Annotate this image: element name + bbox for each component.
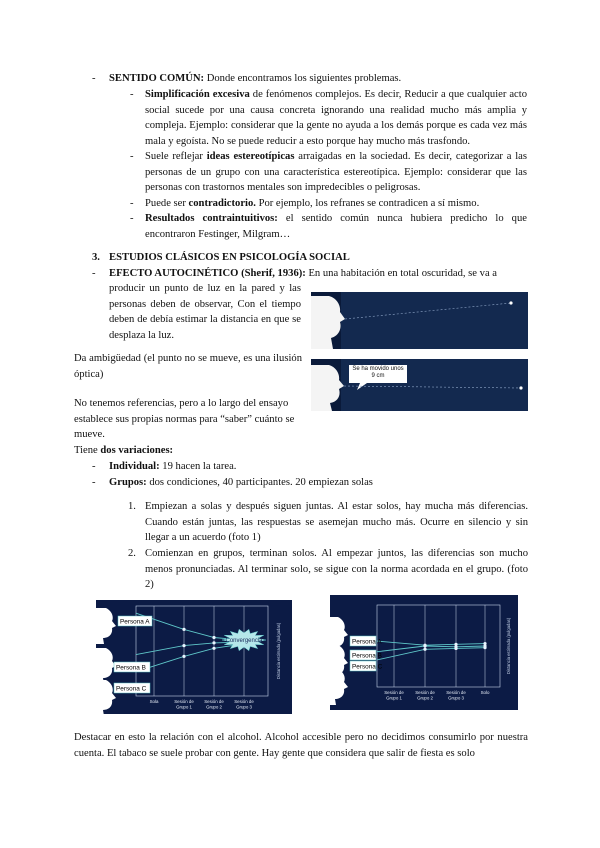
list-item-contraintuitivos xyxy=(145,211,527,242)
chart-convergence-1 xyxy=(96,600,292,714)
item-text: dos condiciones, 40 participantes. 20 empiezan solas xyxy=(146,477,373,488)
item-bold: Grupos: xyxy=(109,477,147,488)
series-label: Persona B xyxy=(352,652,382,660)
item-bold: ideas estereotípicas xyxy=(206,151,295,162)
data-point xyxy=(454,647,457,650)
item-bold: Individual: xyxy=(109,461,160,472)
speech-bubble-text: Se ha movido unos 9 cm xyxy=(352,366,404,379)
x-tick-label: Grupo 3 xyxy=(448,695,464,701)
intro-pre: Tiene xyxy=(74,445,101,456)
numbered-item-1: Empiezan a solas y después siguen juntas. Al estar solos, hay mucha más diferencias. Cuando están juntas, las respuestas se asemejan mucho más. Ocurre en silencio y sin llegar a un acuerdo (foto 1) xyxy=(145,501,528,544)
efecto-autocinetico-line xyxy=(109,266,529,282)
data-point xyxy=(212,647,215,650)
bullet-dash: - xyxy=(92,268,96,279)
numbered-number: 2. xyxy=(128,548,136,559)
x-tick-label: Sesión de xyxy=(415,690,435,695)
closing-paragraph: Destacar en esto la relación con el alcohol. Alcohol accesible pero no decidimos consumirlo por nuestra cuenta. El tabaco se suele probar con gente. Hay gente que considera que salir de fiesta es solo xyxy=(74,732,528,759)
item-bold: Resultados contraintuitivos: xyxy=(145,213,278,224)
section-number: 3. xyxy=(92,252,100,263)
x-tick-label: Sesión de xyxy=(384,690,404,695)
bullet-dash: - xyxy=(130,213,134,224)
x-tick-label: Sesión de xyxy=(204,699,224,704)
series-label: Persona A xyxy=(352,638,382,646)
item-text: de fenómenos complejos. Es decir, Reducir a que cualquier acto social sucede por una causa concreta ignorando una realidad mucho más amplia y compleja. Ejemplo: considerar que la gente no ayuda a los demás porque es cada vez más mala y egoísta. No se puede reducir a esto porque hay mucho más trasfondo. xyxy=(145,89,527,147)
referencias-text: No tenemos referencias, pero a lo largo del ensayo establece sus propias normas para “saber” cuánto se mueve. xyxy=(74,398,295,441)
x-tick-label: Grupo 1 xyxy=(386,695,402,701)
series-label: Persona A xyxy=(120,618,150,626)
item-pre: Suele reflejar xyxy=(145,151,207,162)
series-label: Persona C xyxy=(352,663,383,671)
intro-bold: dos variaciones: xyxy=(100,445,174,456)
bullet-dash: - xyxy=(130,198,134,209)
list-item-contradictorio xyxy=(145,196,527,212)
section-title: ESTUDIOS CLÁSICOS EN PSICOLOGÍA SOCIAL xyxy=(109,252,350,263)
heading-bold: SENTIDO COMÚN: xyxy=(109,73,205,84)
x-tick-label: Sesión de xyxy=(446,690,466,695)
grupos-item xyxy=(109,475,373,491)
efecto-bold: EFECTO AUTOCINÉTICO (Sherif, 1936): xyxy=(109,268,306,279)
x-tick-label: Grupo 3 xyxy=(236,704,252,710)
data-point xyxy=(423,648,426,651)
item-text: Por ejemplo, los refranes se contradicen a sí mismo. xyxy=(255,198,480,209)
item-bold: Simplificación excesiva xyxy=(145,89,250,100)
convergence-annotation: Convergencia xyxy=(225,638,263,644)
data-point xyxy=(483,646,486,649)
individual-item xyxy=(109,459,236,475)
light-point-icon xyxy=(519,386,522,389)
bullet-dash: - xyxy=(92,477,96,488)
bullet-dash: - xyxy=(92,73,96,84)
light-point-icon xyxy=(509,301,512,304)
data-point xyxy=(423,644,426,647)
x-tick-label: Sesión de xyxy=(174,699,194,704)
data-point xyxy=(212,636,215,639)
series-label: Persona B xyxy=(116,664,146,672)
heading-rest: Donde encontramos los siguientes problemas. xyxy=(204,73,402,84)
numbered-number: 1. xyxy=(128,501,136,512)
item-text: arraigadas en la sociedad. Es decir, categorizar a las personas de un grupo con una característica estereotípica. Ejemplo: considerar que las personas con trastornos mentales son impredecibles o peligrosas. xyxy=(145,151,527,194)
data-point xyxy=(212,641,215,644)
x-tick-label: Solo xyxy=(480,690,490,695)
item-text: el sentido común nunca hubiera predicho lo que encontraron Festinger, Milgram… xyxy=(145,213,527,240)
numbered-item-2: Comienzan en grupos, terminan solos. Al empezar juntos, las diferencias son mucho menos pronunciadas. Al terminar solo, se sigue con la norma acordada en el grupo. (foto 2) xyxy=(145,548,528,591)
x-tick-label: Grupo 1 xyxy=(176,704,192,710)
bullet-dash: - xyxy=(130,89,134,100)
x-tick-label: Grupo 2 xyxy=(417,695,433,701)
bullet-dash: - xyxy=(130,151,134,162)
data-point xyxy=(182,644,185,647)
x-tick-label: Grupo 2 xyxy=(206,704,222,710)
item-pre: Puede ser xyxy=(145,198,189,209)
autokinetic-figure-2 xyxy=(311,359,528,411)
efecto-rest: En una habitación en total oscuridad, se va a xyxy=(305,268,498,279)
variaciones-intro xyxy=(74,443,173,459)
x-tick-label: Sesión de xyxy=(234,699,254,704)
bullet-dash: - xyxy=(92,461,96,472)
y-axis-label: Distancia estimada (pulgadas) xyxy=(276,622,281,680)
item-text: 19 hacen la tarea. xyxy=(159,461,237,472)
sentido-comun-heading xyxy=(109,71,401,87)
series-label: Persona C xyxy=(116,685,147,693)
efecto-description: producir un punto de luz en la pared y las personas deben de observar, Con el tiempo deben de debía estimar la distancia en que se desplaza la luz. xyxy=(109,283,301,341)
y-axis-label: Distancia estimada (pulgadas) xyxy=(506,617,511,675)
ambiguedad-text: Da ambigüedad (el punto no se mueve, es una ilusión óptica) xyxy=(74,353,302,380)
x-tick-label: Sola xyxy=(149,699,159,704)
data-point xyxy=(182,655,185,658)
chart-convergence-2 xyxy=(330,595,518,710)
list-item-simplificacion xyxy=(145,87,527,149)
item-bold: contradictorio. xyxy=(188,198,256,209)
list-item-estereotipos xyxy=(145,149,527,196)
data-point xyxy=(182,628,185,631)
autokinetic-figure-1 xyxy=(311,292,528,349)
